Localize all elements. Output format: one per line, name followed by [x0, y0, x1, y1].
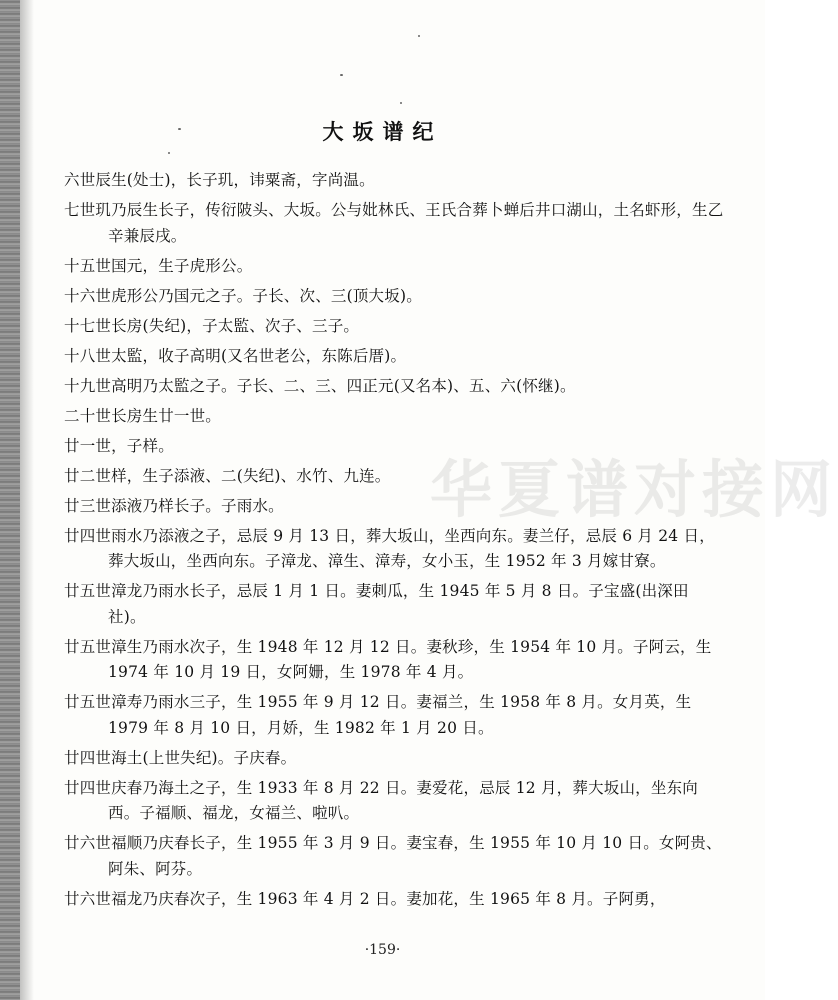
- watermark-text: 华夏谱对接网: [430, 453, 838, 526]
- genealogy-entry: 廿六世福龙乃庆春次子，生 1963 年 4 月 2 日。妻加花，生 1965 年 8 月。子阿勇，: [64, 889, 666, 908]
- genealogy-entry: 廿四世海土(上世失纪)。子庆春。: [64, 748, 297, 767]
- genealogy-entry: 十九世高明乃太監之子。子长、二、三、四正元(又名本)、五、六(怀继)。: [64, 376, 576, 395]
- genealogy-entry: 十六世虎形公乃国元之子。子长、次、三(顶大坂)。: [64, 286, 422, 305]
- genealogy-entry: 廿五世漳寿乃雨水三子，生 1955 年 9 月 12 日。妻福兰，生 1958 年 8 月。女月英，生 1979 年 8 月 10 日，月娇，生 1982 年 1 月 20 日。: [64, 693, 692, 737]
- scan-binding-shadow: [20, 0, 34, 1000]
- genealogy-entry: 廿四世雨水乃添液之子，忌辰 9 月 13 日，葬大坂山，坐西向东。妻兰仔，忌辰 6 月 24 日，葬大坂山，坐西向东。子漳龙、漳生、漳寿，女小玉，生 1952 年 3 月嫁甘寮。: [64, 526, 715, 570]
- scan-speck: [400, 102, 402, 104]
- page-number: ·159·: [364, 942, 401, 958]
- page-title: 大坂谱纪: [322, 120, 443, 144]
- genealogy-entry: 七世玑乃辰生长子，传衍陂头、大坂。公与妣林氏、王氏合葬卜蝉后井口湖山，土名虾形，生乙辛兼辰戌。: [64, 201, 724, 245]
- genealogy-entries: [64, 168, 724, 917]
- genealogy-entry: 十七世长房(失纪)，子太監、次子、三子。: [64, 316, 360, 335]
- scan-speck: [168, 152, 170, 154]
- genealogy-entry: 廿三世添液乃样长子。子雨水。: [64, 496, 284, 515]
- scan-speck: [340, 74, 343, 76]
- genealogy-entry: 廿一世，子样。: [64, 436, 174, 455]
- genealogy-entry: 六世辰生(处士)，长子玑，讳粟斋，字尚温。: [64, 171, 375, 189]
- genealogy-entry: 廿四世庆春乃海土之子，生 1933 年 8 月 22 日。妻爱花，忌辰 12 月，葬大坂山，坐东向西。子福顺、福龙，女福兰、啦叭。: [64, 778, 698, 822]
- genealogy-entry: 廿六世福顺乃庆春长子，生 1955 年 3 月 9 日。妻宝春，生 1955 年 10 月 10 日。女阿贵、阿朱、阿芬。: [64, 834, 722, 878]
- scan-speck: [418, 35, 420, 37]
- genealogy-entry: 廿五世漳龙乃雨水长子，忌辰 1 月 1 日。妻刺瓜，生 1945 年 5 月 8 日。子宝盛(出深田社)。: [64, 582, 689, 626]
- genealogy-entry: 十五世国元，生子虎形公。: [64, 256, 253, 275]
- genealogy-entry: 十八世太監，收子高明(又名世老公，东陈后厝)。: [64, 346, 407, 365]
- genealogy-entry: 廿五世漳生乃雨水次子，生 1948 年 12 月 12 日。妻秋珍，生 1954 年 10 月。子阿云，生 1974 年 10 月 19 日，女阿姗，生 1978 年 4 月。: [64, 637, 712, 681]
- genealogy-entry: 二十世长房生廿一世。: [64, 406, 222, 425]
- genealogy-entry: 廿二世样，生子添液、二(失纪)、水竹、九连。: [64, 466, 391, 485]
- scan-binding-edge: [0, 0, 20, 1000]
